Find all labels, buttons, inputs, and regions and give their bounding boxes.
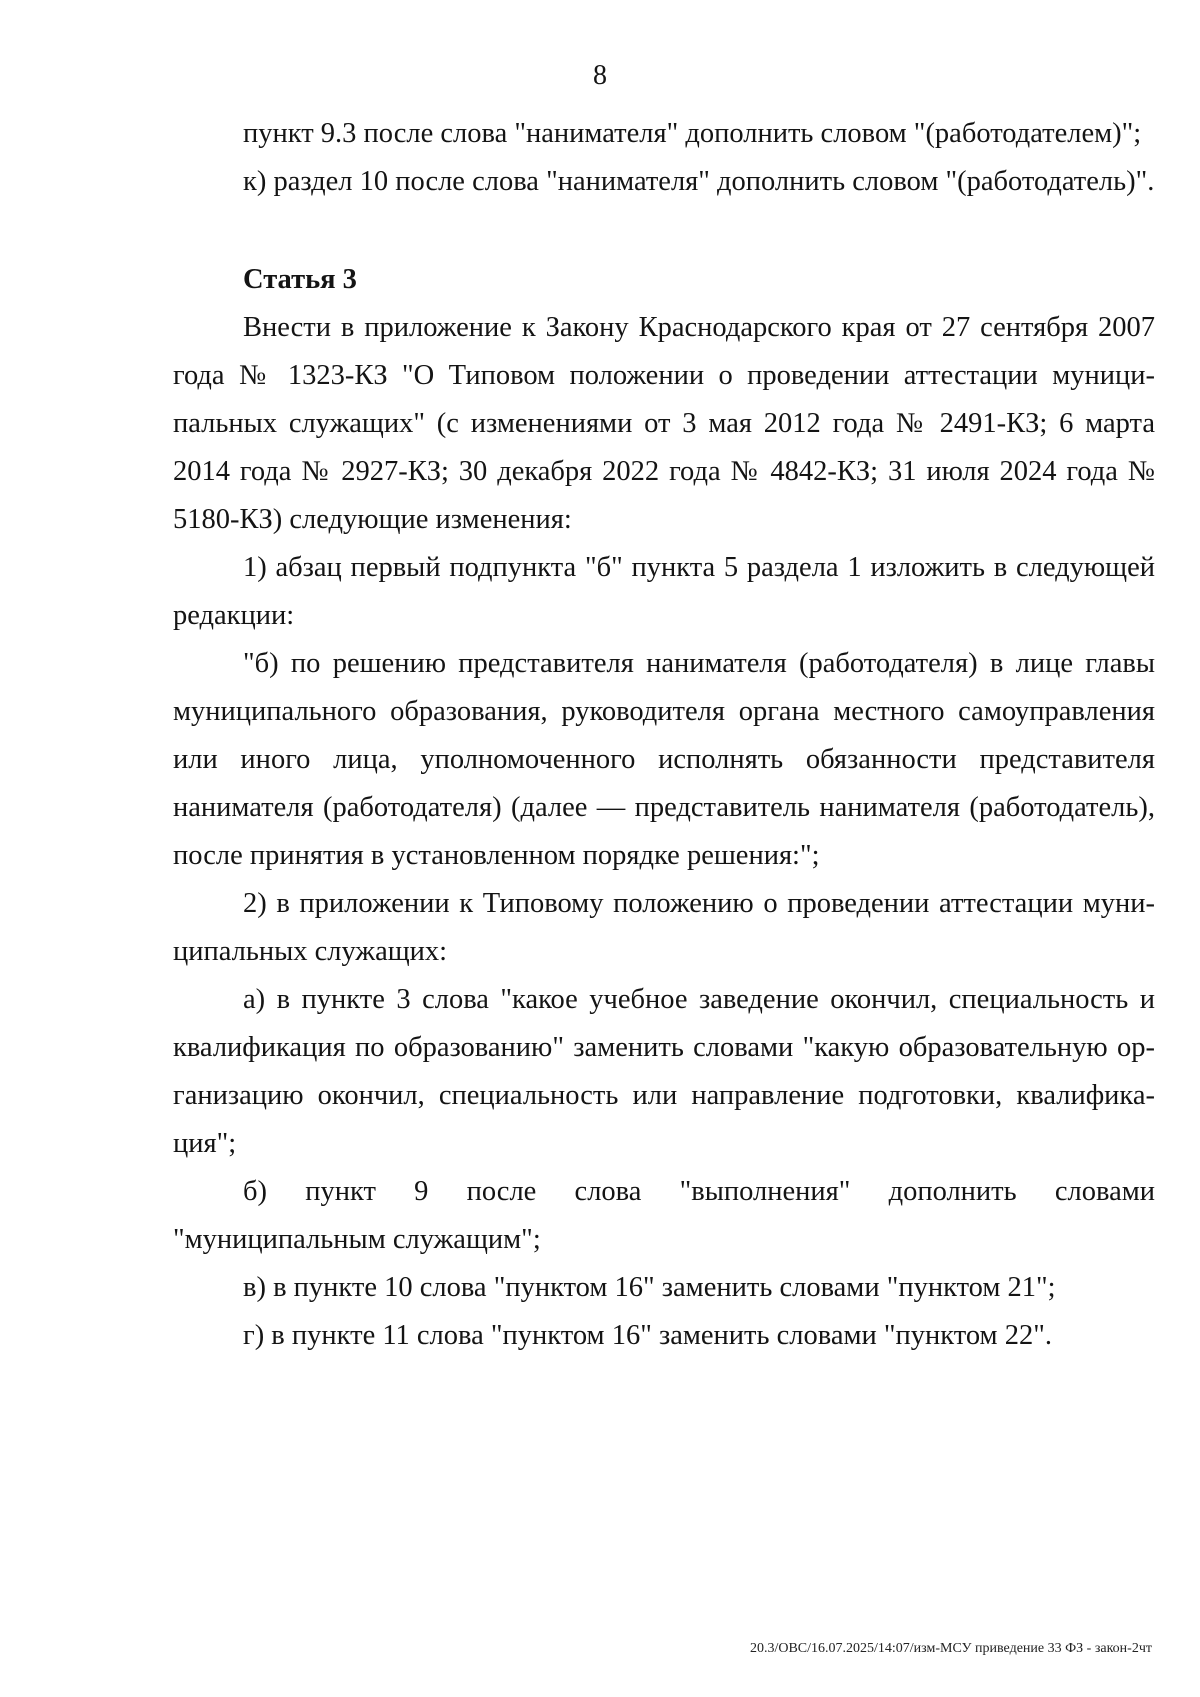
paragraph-k: к) раздел 10 после слова "нанимателя" дополнить словом "(работодатель)". [243, 166, 1155, 197]
paragraph-item-1: 1) абзац первый подпункта "б" пункта 5 раздела 1 изложить в следующей редакции: [173, 552, 1155, 631]
paragraph-sub-a: а) в пункте 3 слова "какое учебное заведение окончил, специальность и квалификация по образованию" заменить словами "какую образовательную организацию окончил, специальность или направление подготовки, квалификация"; [173, 984, 1155, 1159]
document-footer: 20.3/ОВС/16.07.2025/14:07/изм-МСУ приведение 33 ФЗ - закон-2чт [749, 1641, 1152, 1656]
paragraph-quote-b: "б) по решению представителя нанимателя (работодателя) в лице главы муниципального образования, руководителя органа местного самоуправления или иного лица, уполномоченного исполнять обязанности представителя нанимателя (работодателя) (далее — представитель нанимателя (работодатель), после принятия в установленном порядке решения:"; [173, 648, 1155, 871]
paragraph-9-3: пункт 9.3 после слова "нанимателя" дополнить словом "(работодателем)"; [243, 118, 1142, 149]
paragraph-sub-v: в) в пункте 10 слова "пунктом 16" заменить словами "пунктом 21"; [243, 1272, 1056, 1303]
paragraph-sub-b: б) пункт 9 после слова "выполнения" дополнить словами "муниципальным служащим"; [173, 1176, 1155, 1255]
page-number: 8 [593, 60, 607, 91]
article-heading: Статья 3 [243, 264, 357, 295]
paragraph-item-2: 2) в приложении к Типовому положению о проведении аттестации муниципальных служащих: [173, 888, 1155, 967]
document-body [173, 110, 1155, 1360]
paragraph-sub-g: г) в пункте 11 слова "пунктом 16" заменить словами "пунктом 22". [243, 1320, 1052, 1351]
paragraph-intro: Внести в приложение к Закону Краснодарского края от 27 сентября 2007 года № 1323-КЗ "О Типовом положении о проведении аттестации муниципальных служащих" (с изменениями от 3 мая 2012 года № 2491-КЗ; 6 марта 2014 года № 2927-КЗ; 30 декабря 2022 года № 4842-КЗ; 31 июля 2024 года № 5180-КЗ) следующие изменения: [173, 312, 1155, 535]
